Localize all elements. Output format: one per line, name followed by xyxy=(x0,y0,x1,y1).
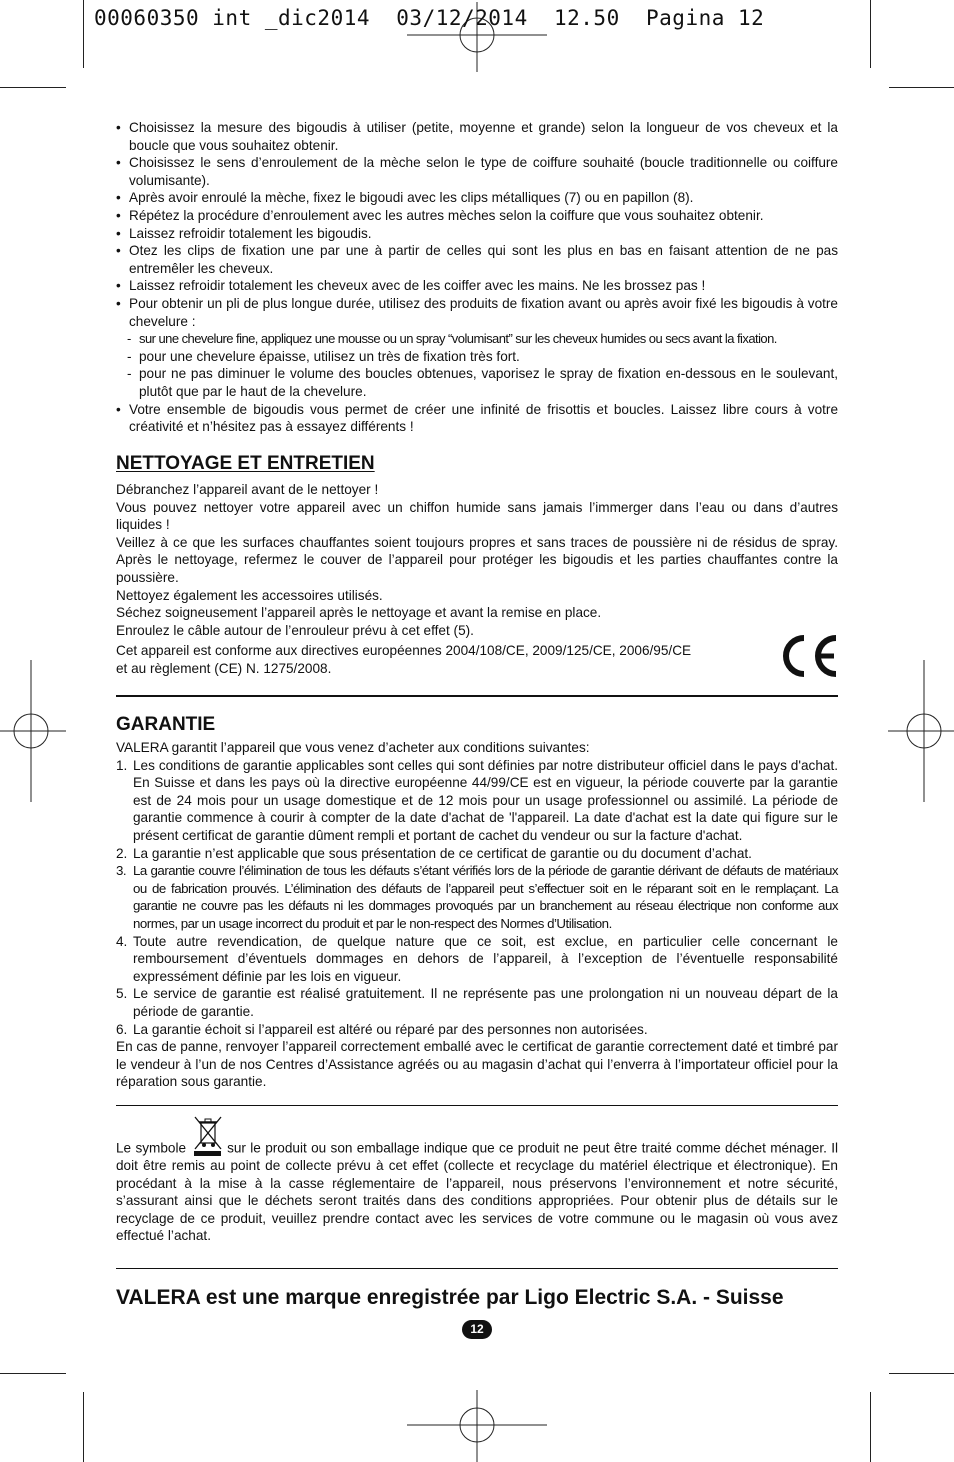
warranty-body xyxy=(116,739,838,1091)
list-item: 2. La garantie n’est applicable que sous présentation de ce certificat de garantie ou du document d’achat. xyxy=(116,845,752,861)
crop-mark xyxy=(83,1392,84,1462)
crop-mark xyxy=(83,0,84,68)
crop-mark xyxy=(889,1373,954,1374)
registration-mark-icon xyxy=(407,1390,547,1462)
instruction-list xyxy=(116,119,838,330)
list-item: 1. Les conditions de garantie applicables sont celles qui sont définies par notre distributeur officiel dans le pays d'achat. En Suisse et dans les pays où la directive européenne 44/99/CE est en vigueur, la période couverte par la garantie est de 24 mois pour un usage domestique et de 12 mois pour un usage professionnel ou assimilé. La période de garantie commence à courir à compter de la date d'achat de 'l'appareil. La date d'achat est la date qui figure sur le présent certificat de garantie dûment rempli et portant de cachet du vendeur ou sur la facture d'achat. xyxy=(116,757,838,843)
paragraph: Veillez à ce que les surfaces chauffantes soient toujours propres et sans traces de poussière ni de résidus de spray. Après le nettoyage, refermez le couver de l’appareil pour protéger les bigoudis et les parties chauffantes contre la poussière. xyxy=(116,534,838,585)
registration-mark-icon xyxy=(888,660,954,802)
list-item: • Otez les clips de fixation une par une à partir de celles qui sont les plus en bas en faisant attention de ne pas entremêler les cheveux. xyxy=(116,242,838,277)
section-divider xyxy=(116,695,838,697)
list-item: 5. Le service de garantie est réalisé gratuitement. Il ne représente pas une prolongation ni un nouveau départ de la période de garantie. xyxy=(116,986,838,1019)
list-item: • Votre ensemble de bigoudis vous permet de créer une infinité de frisottis et boucles. Laissez libre cours à votre créativité et n’hésitez pas à essayez différents ! xyxy=(116,401,838,436)
section-divider xyxy=(116,1268,838,1269)
paragraph: Séchez soigneusement l’appareil après le nettoyage et avant la remise en place. xyxy=(116,605,602,621)
brand-statement: VALERA est une marque enregistrée par Ligo Electric S.A. - Suisse xyxy=(116,1286,784,1309)
list-item: • Pour obtenir un pli de plus longue durée, utilisez des produits de fixation avant ou après avoir fixé les bigoudis à votre chevelure : xyxy=(116,295,838,330)
crop-mark xyxy=(870,0,871,68)
paragraph xyxy=(116,1113,838,1245)
paragraph: Débranchez l’appareil avant de le nettoyer ! xyxy=(116,482,379,497)
usage-instructions xyxy=(116,119,838,436)
crop-mark xyxy=(0,87,66,88)
ce-mark-icon xyxy=(778,634,840,678)
list-item: 4. Toute autre revendication, de quelque nature que ce soit, est exclue, en particulier celle concernant le remboursement d’éventuels dommages en dehors de l’appareil, à l’exception de l’éventuelle responsabilité expressément définie par les lois en vigueur. xyxy=(116,933,838,984)
conformity-statement xyxy=(116,642,838,677)
paragraph: Nettoyez également les accessoires utilisés. xyxy=(116,587,383,603)
warranty-heading: GARANTIE xyxy=(116,714,216,735)
list-item: • Choisissez la mesure des bigoudis à utiliser (petite, moyenne et grande) selon la longueur de vos cheveux et la boucle que vous souhaitez obtenir. xyxy=(116,119,838,154)
instruction-list-end xyxy=(116,401,838,436)
disposal-notice xyxy=(116,1113,838,1245)
paragraph: Vous pouvez nettoyer votre appareil avec un chiffon humide sans jamais l’immerger dans l’eau ou dans d’autres liquides ! xyxy=(116,499,838,533)
list-item: - sur une chevelure fine, appliquez une mousse ou un spray “volumisant” sur les cheveux humides ou secs avant la fixation. xyxy=(116,330,838,348)
conformity-line: et au règlement (CE) N. 1275/2008. xyxy=(116,660,332,676)
fixation-sublist xyxy=(116,330,838,400)
list-item: • Laissez refroidir totalement les cheveux avec de les coiffer avec les mains. Ne les brossez pas ! xyxy=(116,277,838,295)
warranty-intro: VALERA garantit l’appareil que vous venez d’acheter aux conditions suivantes: xyxy=(116,740,590,755)
cleaning-section xyxy=(116,453,838,678)
section-divider xyxy=(116,1105,838,1106)
list-item: • Après avoir enroulé la mèche, fixez le bigoudi avec les clips métalliques (7) ou en papillon (8). xyxy=(116,189,838,207)
print-slug: 00060350 int _dic2014 03/12/2014 12.50 Pagina 12 xyxy=(94,6,765,30)
list-item: 6. La garantie échoit si l’appareil est altéré ou réparé par des personnes non autorisées. xyxy=(116,1021,648,1037)
list-item: 3. La garantie couvre l’élimination de tous les défauts s’étant vérifiés lors de la période de garantie dérivant de défauts de matériaux ou de fabrication prouvés. L’élimination des défauts de l’appareil peut s’effectuer soit en le réparant soit en le remplaçant. La garantie ne couvre pas les défauts ni les dommages provoqués par un branchement au réseau électrique non conforme aux normes, par un usage incorrect du produit et par le non-respect des Normes d’Utilisation. xyxy=(116,863,838,931)
list-item: • Choisissez le sens d’enroulement de la mèche selon le type de coiffure souhaité (boucle traditionnelle ou coiffure volumisante). xyxy=(116,154,838,189)
disposal-prefix: Le symbole xyxy=(116,1140,187,1156)
crossed-bin-icon xyxy=(190,1113,224,1157)
list-item: - pour ne pas diminuer le volume des boucles obtenues, vaporisez le spray de fixation en-dessous en le soulevant, plutôt que par le haut de la chevelure. xyxy=(116,365,838,400)
warranty-conditions xyxy=(116,757,838,1039)
crop-mark xyxy=(889,87,954,88)
conformity-line: Cet appareil est conforme aux directives européennes 2004/108/CE, 2009/125/CE, 2006/95/CE xyxy=(116,643,692,659)
crop-mark xyxy=(0,1373,66,1374)
disposal-text: sur le produit ou son emballage indique que ce produit ne peut être traité comme déchet ménager. Il doit être remis au point de collecte prévu à cet effet (collecte et recyclage du matériel électrique et électronique). En procédant à la mise à la casse réglementaire de l’appareil, nous préservons l’environnement et notre sécurité, s’assurant ainsi que le déchets seront traités dans des conditions appropriées. Pour obtenir plus de détails sur le recyclage de ce produit, veuillez prendre contact avec les services de votre commune ou le magasin où vous avez effectué l’achat. xyxy=(116,1140,838,1244)
registration-mark-icon xyxy=(0,660,66,802)
warranty-section xyxy=(116,714,838,1091)
paragraph: Enroulez le câble autour de l’enrouleur prévu à cet effet (5). xyxy=(116,622,474,638)
crop-mark xyxy=(870,1392,871,1462)
list-item: • Répétez la procédure d’enroulement avec les autres mèches selon la coiffure que vous souhaitez obtenir. xyxy=(116,207,838,225)
cleaning-heading: NETTOYAGE ET ENTRETIEN xyxy=(116,453,375,474)
cleaning-body xyxy=(116,481,838,678)
page-number-badge: 12 xyxy=(462,1320,492,1339)
list-item: • Laissez refroidir totalement les bigoudis. xyxy=(116,225,838,243)
warranty-outro: En cas de panne, renvoyer l’appareil correctement emballé avec le certificat de garantie correctement daté et timbré par le vendeur à l’un de nos Centres d’Assistance agréés ou au magasin d’achat qui l’enverra à l’importateur officiel pour la réparation sous garantie. xyxy=(116,1039,838,1090)
list-item: - pour une chevelure épaisse, utilisez un très de fixation très fort. xyxy=(116,348,838,366)
